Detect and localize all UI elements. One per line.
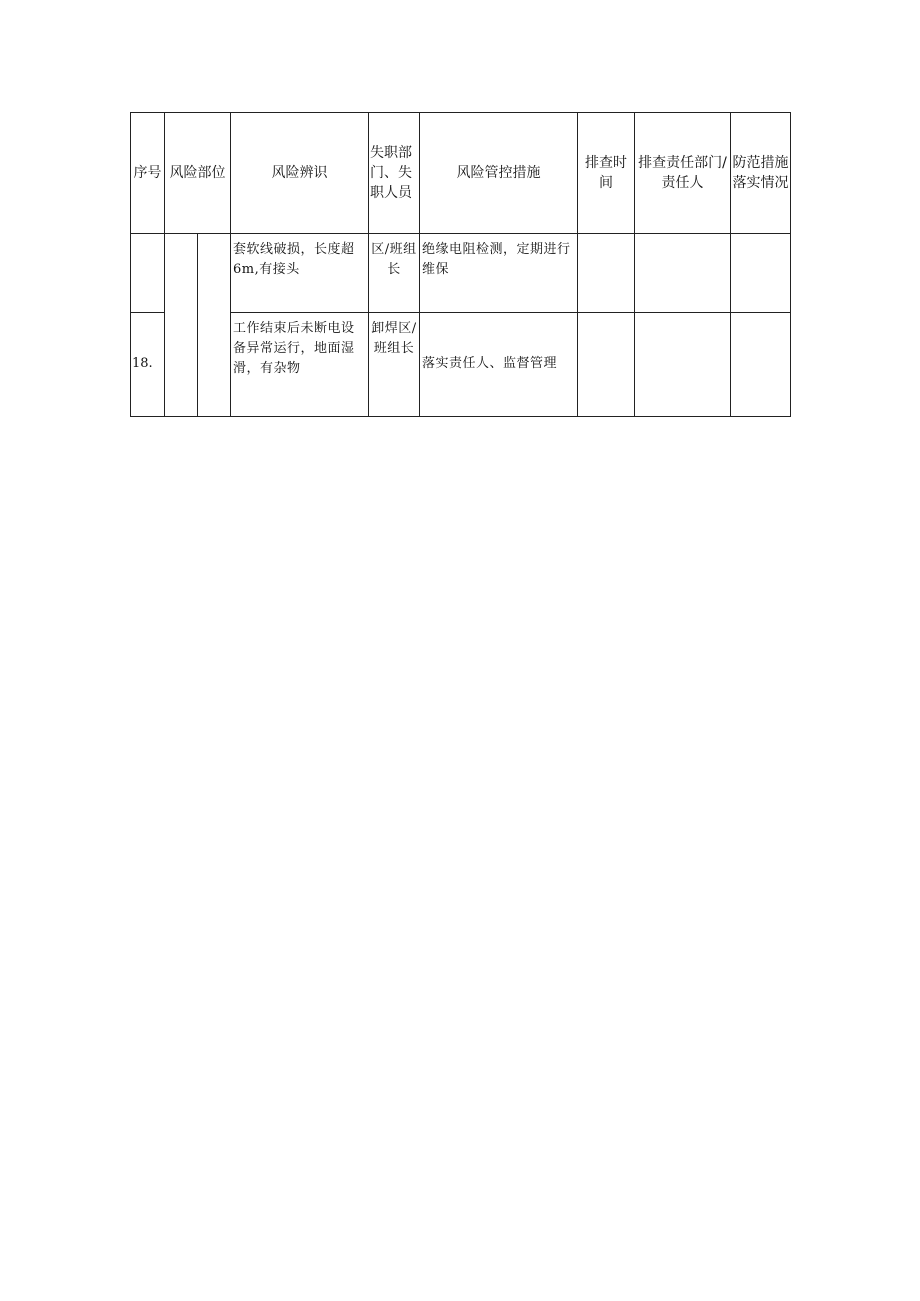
location-cell-a	[165, 234, 198, 417]
header-identify: 风险辨识	[231, 113, 369, 234]
row-seq	[131, 234, 165, 313]
responsible-dept-cell: 卸焊区/班组长	[369, 313, 420, 417]
check-dept-cell	[635, 313, 731, 417]
check-time-cell	[578, 234, 635, 313]
implementation-cell	[731, 313, 791, 417]
header-measures: 风险管控措施	[420, 113, 578, 234]
implementation-cell	[731, 234, 791, 313]
control-measures-cell: 绝缘电阻检测，定期进行维保	[420, 234, 578, 313]
header-row	[131, 113, 791, 234]
location-cell-b	[198, 234, 231, 417]
header-seq: 序号	[131, 113, 165, 234]
risk-identify-cell: 工作结束后未断电设备异常运行，地面湿滑，有杂物	[231, 313, 369, 417]
check-dept-cell	[635, 234, 731, 313]
control-measures-cell: 落实责任人、监督管理	[420, 313, 578, 417]
header-dept: 失职部门、失职人员	[369, 113, 420, 234]
risk-identify-cell: 套软线破损，长度超6m,有接头	[231, 234, 369, 313]
risk-control-table	[130, 112, 791, 417]
header-implementation: 防范措施落实情况	[731, 113, 791, 234]
table-row	[131, 234, 791, 313]
header-check-dept: 排查责任部门/责任人	[635, 113, 731, 234]
header-location: 风险部位	[165, 113, 231, 234]
row-seq: 18.	[131, 313, 165, 417]
check-time-cell	[578, 313, 635, 417]
responsible-dept-cell: 区/班组长	[369, 234, 420, 313]
header-check-time: 排查时间	[578, 113, 635, 234]
